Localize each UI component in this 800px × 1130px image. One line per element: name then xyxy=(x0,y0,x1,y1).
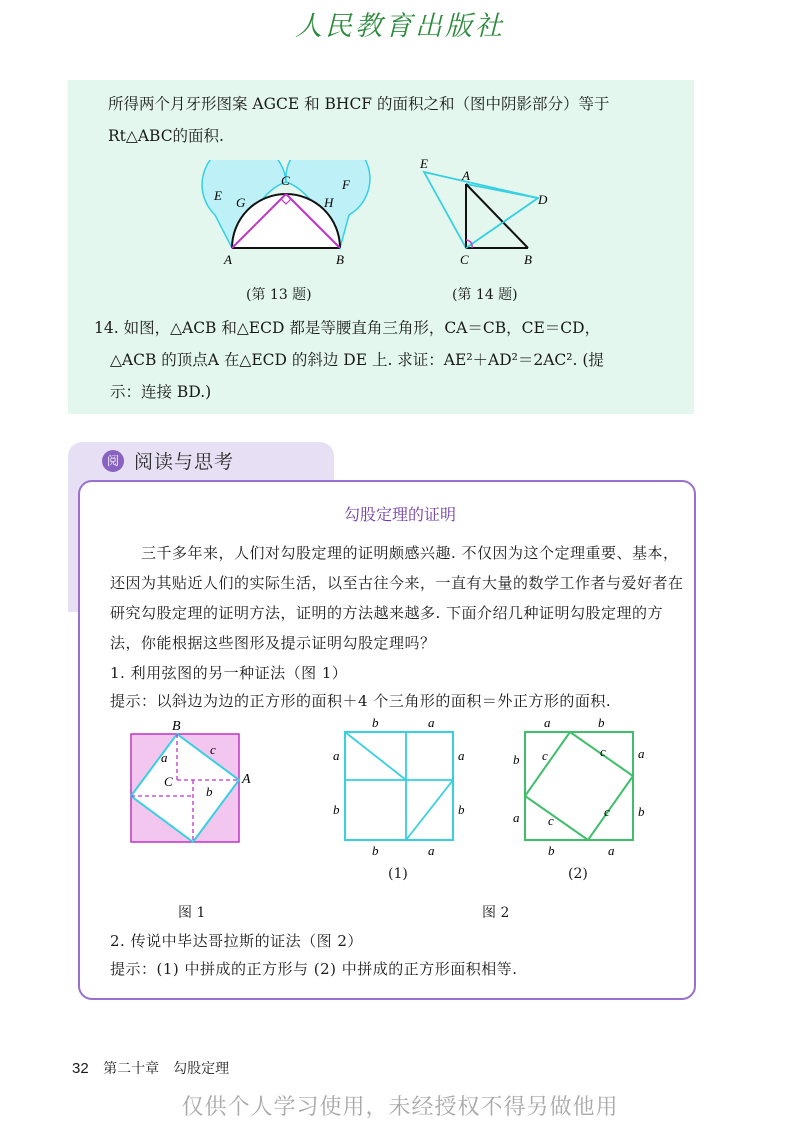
chapter-title: 第二十章 勾股定理 xyxy=(103,1061,230,1077)
fig14-label-b: B xyxy=(524,252,532,267)
fig13-label-h: H xyxy=(324,195,334,210)
fig14-label-e: E xyxy=(420,156,428,171)
usage-watermark: 仅供个人学习使用，未经授权不得另做他用 xyxy=(181,1095,619,1120)
fig13-label-e: E xyxy=(214,188,222,203)
reading-title: 勾股定理的证明 xyxy=(343,505,456,524)
fig13-label-b: B xyxy=(336,252,344,267)
figure-1 xyxy=(124,716,264,846)
fig2-caption: 图 2 xyxy=(482,905,510,921)
figure-13 xyxy=(200,160,380,270)
question-14-line-2: △ACB 的顶点A 在△ECD 的斜边 DE 上. 求证：AE²＋AD²＝2AC². (提 xyxy=(110,351,604,369)
page-number: 32 xyxy=(72,1060,89,1077)
fig2-1-label-bottom-b: b xyxy=(372,843,379,858)
fig1-label-b-small: b xyxy=(206,784,213,799)
fig2-sub-2: (2) xyxy=(568,866,588,882)
fig2-2-label-bottom-b: b xyxy=(548,843,555,858)
question-14-line-1: 14. 如图，△ACB 和△ECD 都是等腰直角三角形，CA＝CB，CE＝CD， xyxy=(94,319,601,337)
reading-paragraph: 三千多年来，人们对勾股定理的证明颇感兴趣. 不仅因为这个定理重要、基本，还因为其贴近人们的实际生活，以至古往今来，一直有大量的数学工作者与爱好者在研究勾股定理的证明方法，证明的方法越来越多. 下面介绍几种证明勾股定理的方法，你能根据这些图形及提示证明勾股定理吗？ xyxy=(110,544,684,652)
fig14-label-d: D xyxy=(538,192,548,207)
fig1-label-a-small: a xyxy=(161,750,168,765)
reading-hint-2: 提示：(1) 中拼成的正方形与 (2) 中拼成的正方形面积相等. xyxy=(110,960,518,978)
fig2-1-label-right-a: a xyxy=(458,748,465,763)
fig2-2-label-c-3: c xyxy=(548,813,554,828)
exercise-line-1: 所得两个月牙形图案 AGCE 和 BHCF 的面积之和（图中阴影部分）等于 xyxy=(108,95,610,113)
fig14-label-c: C xyxy=(460,252,469,267)
reading-item-1: 1. 利用弦图的另一种证法（图 1） xyxy=(110,664,348,682)
fig1-caption: 图 1 xyxy=(178,905,206,921)
fig2-sub-1: (1) xyxy=(388,866,408,882)
fig2-2-label-bottom-a: a xyxy=(608,843,615,858)
fig14-label-a: A xyxy=(462,168,470,183)
fig13-caption: (第 13 题) xyxy=(246,287,312,303)
fig2-1-label-left-a: a xyxy=(333,748,340,763)
fig1-label-c-side: c xyxy=(210,742,216,757)
reading-item-2: 2. 传说中毕达哥拉斯的证法（图 2） xyxy=(110,932,363,950)
exercise-line-2: Rt△ABC的面积. xyxy=(108,127,224,145)
fig2-2-label-right-b: b xyxy=(638,804,645,819)
fig13-label-c: C xyxy=(281,173,290,188)
reading-tab-label: 阅读与思考 xyxy=(134,451,235,473)
fig2-2-label-c-2: c xyxy=(600,744,606,759)
fig2-2-label-top-b: b xyxy=(598,715,605,730)
fig2-2-label-c-1: c xyxy=(542,748,548,763)
fig2-2-label-right-a: a xyxy=(638,746,645,761)
fig1-label-c-point: C xyxy=(164,774,173,789)
fig2-1-label-right-b: b xyxy=(458,802,465,817)
fig2-1-label-top-b: b xyxy=(372,715,379,730)
fig2-2-label-top-a: a xyxy=(544,715,551,730)
fig2-2-label-left-a: a xyxy=(513,810,520,825)
fig1-label-a-point: A xyxy=(242,772,251,787)
fig2-2-label-left-b: b xyxy=(513,752,520,767)
fig2-1-label-bottom-a: a xyxy=(428,843,435,858)
figure-2-part-1 xyxy=(328,712,478,862)
fig2-1-label-top-a: a xyxy=(428,715,435,730)
fig13-label-g: G xyxy=(236,195,246,210)
figure-2-part-2 xyxy=(508,712,658,862)
reading-icon: 阅 xyxy=(102,450,124,472)
fig14-caption: (第 14 题) xyxy=(452,287,518,303)
fig2-1-label-left-b: b xyxy=(333,802,340,817)
fig1-label-b: B xyxy=(172,719,181,734)
reading-hint-1: 提示：以斜边为边的正方形的面积＋4 个三角形的面积＝外正方形的面积. xyxy=(110,692,612,710)
fig2-2-label-c-4: c xyxy=(604,804,610,819)
fig13-label-f: F xyxy=(342,177,350,192)
publisher-logo: 人民教育出版社 xyxy=(295,11,505,42)
question-14-line-3: 示：连接 BD.) xyxy=(110,383,212,401)
fig13-label-a: A xyxy=(224,252,232,267)
page-footer xyxy=(72,1058,229,1078)
figure-14 xyxy=(410,150,570,270)
